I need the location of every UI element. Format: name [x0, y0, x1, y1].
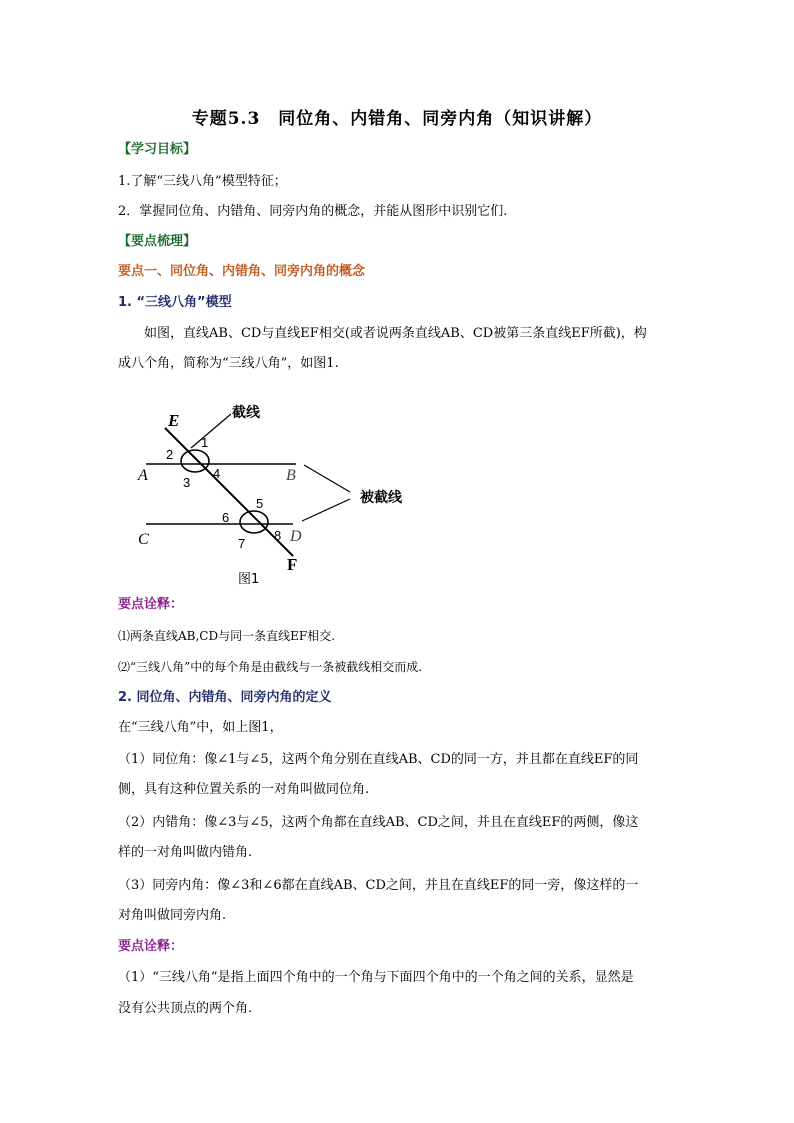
angle-7: 7	[238, 536, 246, 551]
sub1-paragraph-line1: 如图，直线AB、CD与直线EF相交(或者说两条直线AB、CD被第三条直线EF所截)，构	[144, 326, 647, 341]
point-f: F	[287, 555, 298, 574]
page-title: 专题5.3 同位角、内错角、同旁内角（知识讲解）	[191, 109, 603, 129]
angle-3: 3	[183, 475, 191, 490]
point-d: D	[290, 528, 302, 545]
sub2-intro: 在“三线八角”中，如上图1，	[118, 720, 283, 735]
note2-line2: 没有公共顶点的两个角.	[118, 1001, 253, 1016]
intersection-circle-bottom	[240, 511, 268, 533]
definition-same-side-line2: 对角叫做同旁内角.	[118, 908, 227, 923]
definition-corresponding-line1: （1）同位角：像∠1与∠5，这两个角分别在直线AB、CD的同一方，并且都在直线EF的同	[118, 752, 639, 767]
sub1-paragraph-line2: 成八个角，简称为“三线八角”，如图1.	[118, 356, 339, 371]
sub1-heading: 1. “三线八角”模型	[118, 295, 232, 310]
pointer-line-cd	[302, 499, 350, 521]
key-points-label: 【要点梳理】	[118, 234, 197, 249]
point-a: A	[138, 467, 148, 484]
note2-label: 要点诠释：	[118, 939, 184, 954]
definition-alternate-line1: （2）内错角：像∠3与∠5，这两个角都在直线AB、CD之间，并且在直线EF的两侧，像这	[118, 815, 639, 830]
definition-alternate-line2: 样的一对角叫做内错角.	[118, 845, 253, 860]
sub2-heading: 2. 同位角、内错角、同旁内角的定义	[118, 690, 332, 705]
point1-heading: 要点一、同位角、内错角、同旁内角的概念	[118, 264, 366, 279]
definition-same-side-line1: （3）同旁内角：像∠3和∠6都在直线AB、CD之间，并且在直线EF的同一旁，像这样的一	[118, 878, 639, 893]
point-c: C	[138, 531, 149, 548]
figure-caption: 图1	[238, 572, 260, 587]
angle-1: 1	[201, 435, 209, 450]
pointer-transversal	[191, 414, 231, 448]
angle-2: 2	[166, 447, 174, 462]
angle-5: 5	[256, 496, 264, 511]
angle-4: 4	[213, 466, 221, 481]
intersection-circle-top	[181, 450, 209, 472]
note1-label: 要点诠释：	[118, 597, 184, 612]
note2-line1: （1）“三线八角”是指上面四个角中的一个角与下面四个角中的一个角之间的关系，显然是	[118, 970, 634, 985]
pointer-line-ab	[304, 465, 350, 492]
point-b: B	[286, 467, 296, 484]
goal-item-1: 1.了解“三线八角”模型特征；	[118, 174, 287, 189]
note1-item-1: ⑴两条直线AB,CD与同一条直线EF相交.	[118, 629, 336, 643]
three-lines-eight-angles-figure	[128, 398, 428, 588]
goal-item-2: 2．掌握同位角、内错角、同旁内角的概念，并能从图形中识别它们.	[118, 204, 508, 219]
definition-corresponding-line2: 侧，具有这种位置关系的一对角叫做同位角.	[118, 782, 370, 797]
learning-goals-label: 【学习目标】	[118, 142, 197, 157]
angle-6: 6	[222, 510, 230, 525]
label-cut-lines: 被截线	[360, 490, 402, 506]
point-e: E	[168, 411, 180, 430]
angle-8: 8	[274, 528, 282, 543]
note1-item-2: ⑵“三线八角”中的每个角是由截线与一条被截线相交而成.	[118, 660, 423, 674]
label-transversal: 截线	[232, 405, 260, 421]
